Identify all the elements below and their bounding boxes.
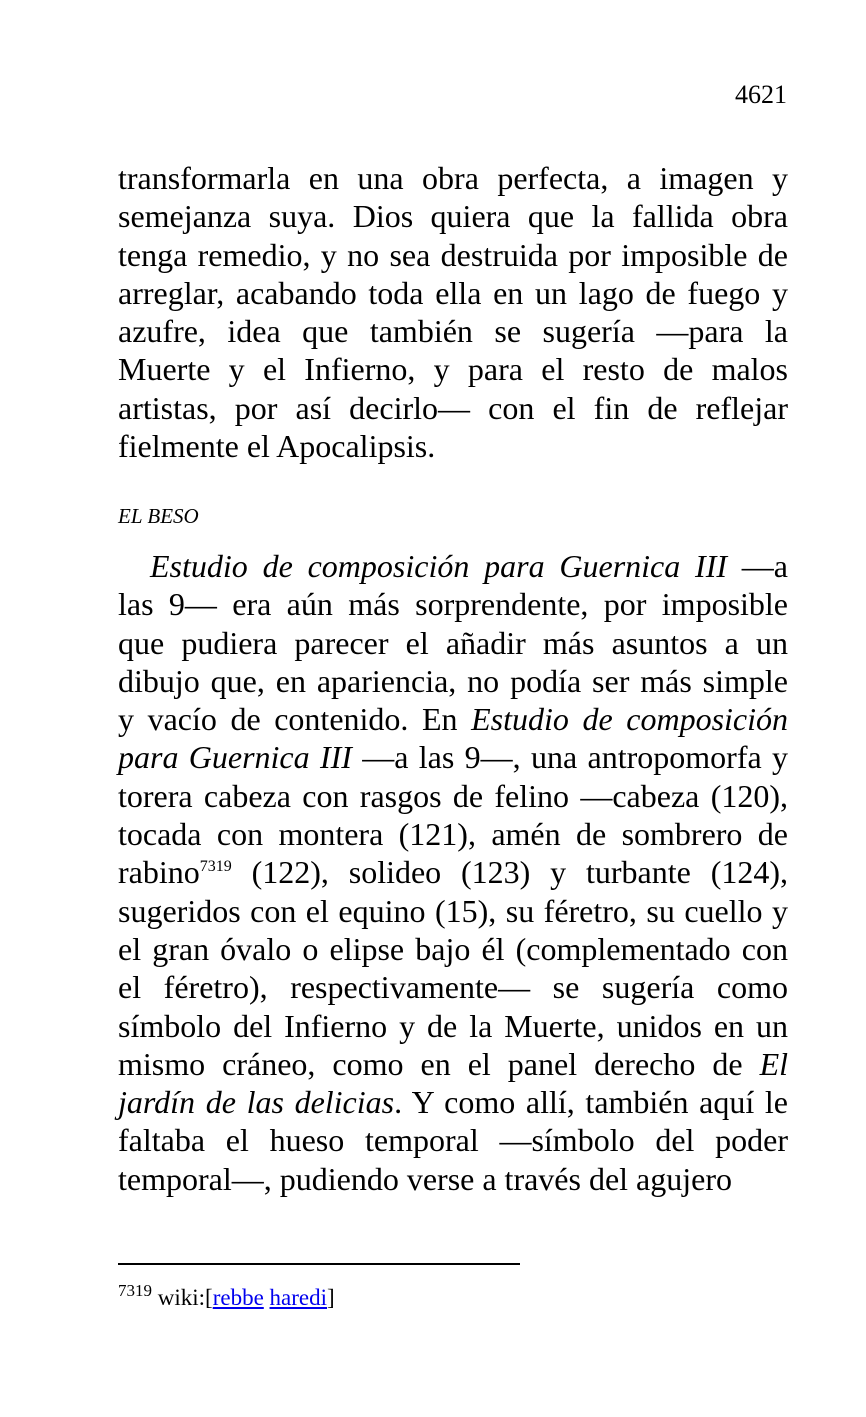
artwork-title: Estudio de composición para Guernica III	[118, 701, 789, 776]
footnote-link-haredi[interactable]: haredi	[269, 1285, 327, 1310]
artwork-title: Estudio de composición para Guernica III	[150, 548, 727, 584]
footnote-number: 7319	[118, 1281, 152, 1300]
page-number: 4621	[735, 80, 787, 109]
body-text: . Y como allí, también aquí le faltaba el hueso temporal —símbolo del poder temporal—, pudiendo verse a través del agujero	[118, 1084, 788, 1197]
footnote-link-rebbe[interactable]: rebbe	[212, 1285, 264, 1310]
footnote-suffix: ]	[327, 1285, 335, 1310]
body-text: —a las 9— era aún más sorprendente, por imposible que pudiera parecer el añadir más asuntos a un dibujo que, en apariencia, no podía ser más simple y vacío de contenido. En	[118, 548, 788, 738]
body-paragraph	[118, 547, 788, 1198]
body-text: —a las 9—, una antropomorfa y torera cabeza con rasgos de felino —cabeza (120), tocada con montera (121), amén de sombrero de rabino	[118, 739, 789, 891]
footnote-reference[interactable]: 7319	[199, 858, 232, 876]
footnote-prefix: wiki:[	[152, 1285, 213, 1310]
footnote	[118, 1283, 335, 1313]
section-heading: EL BESO	[118, 504, 199, 528]
footnote-divider	[118, 1263, 520, 1265]
body-paragraph: transformarla en una obra perfecta, a imagen y semejanza suya. Dios quiera que la fallida obra tenga remedio, y no sea destruida por imposible de arreglar, acabando toda ella en un lago de fuego y azufre, idea que también se sugería —para la Muerte y el Infierno, y para el resto de malos artistas, por así decirlo— con el fin de reflejar fielmente el Apocalipsis.	[118, 160, 788, 465]
body-text: (122), solideo (123) y turbante (124), sugeridos con el equino (15), su féretro, su cuello y el gran óvalo o elipse bajo él (complementado con el féretro), respectivamente— se sugería como símbolo del Infierno y de la Muerte, unidos en un mismo cráneo, como en el panel derecho de	[118, 854, 788, 1082]
artwork-title: El jardín de las delicias	[118, 1045, 788, 1121]
